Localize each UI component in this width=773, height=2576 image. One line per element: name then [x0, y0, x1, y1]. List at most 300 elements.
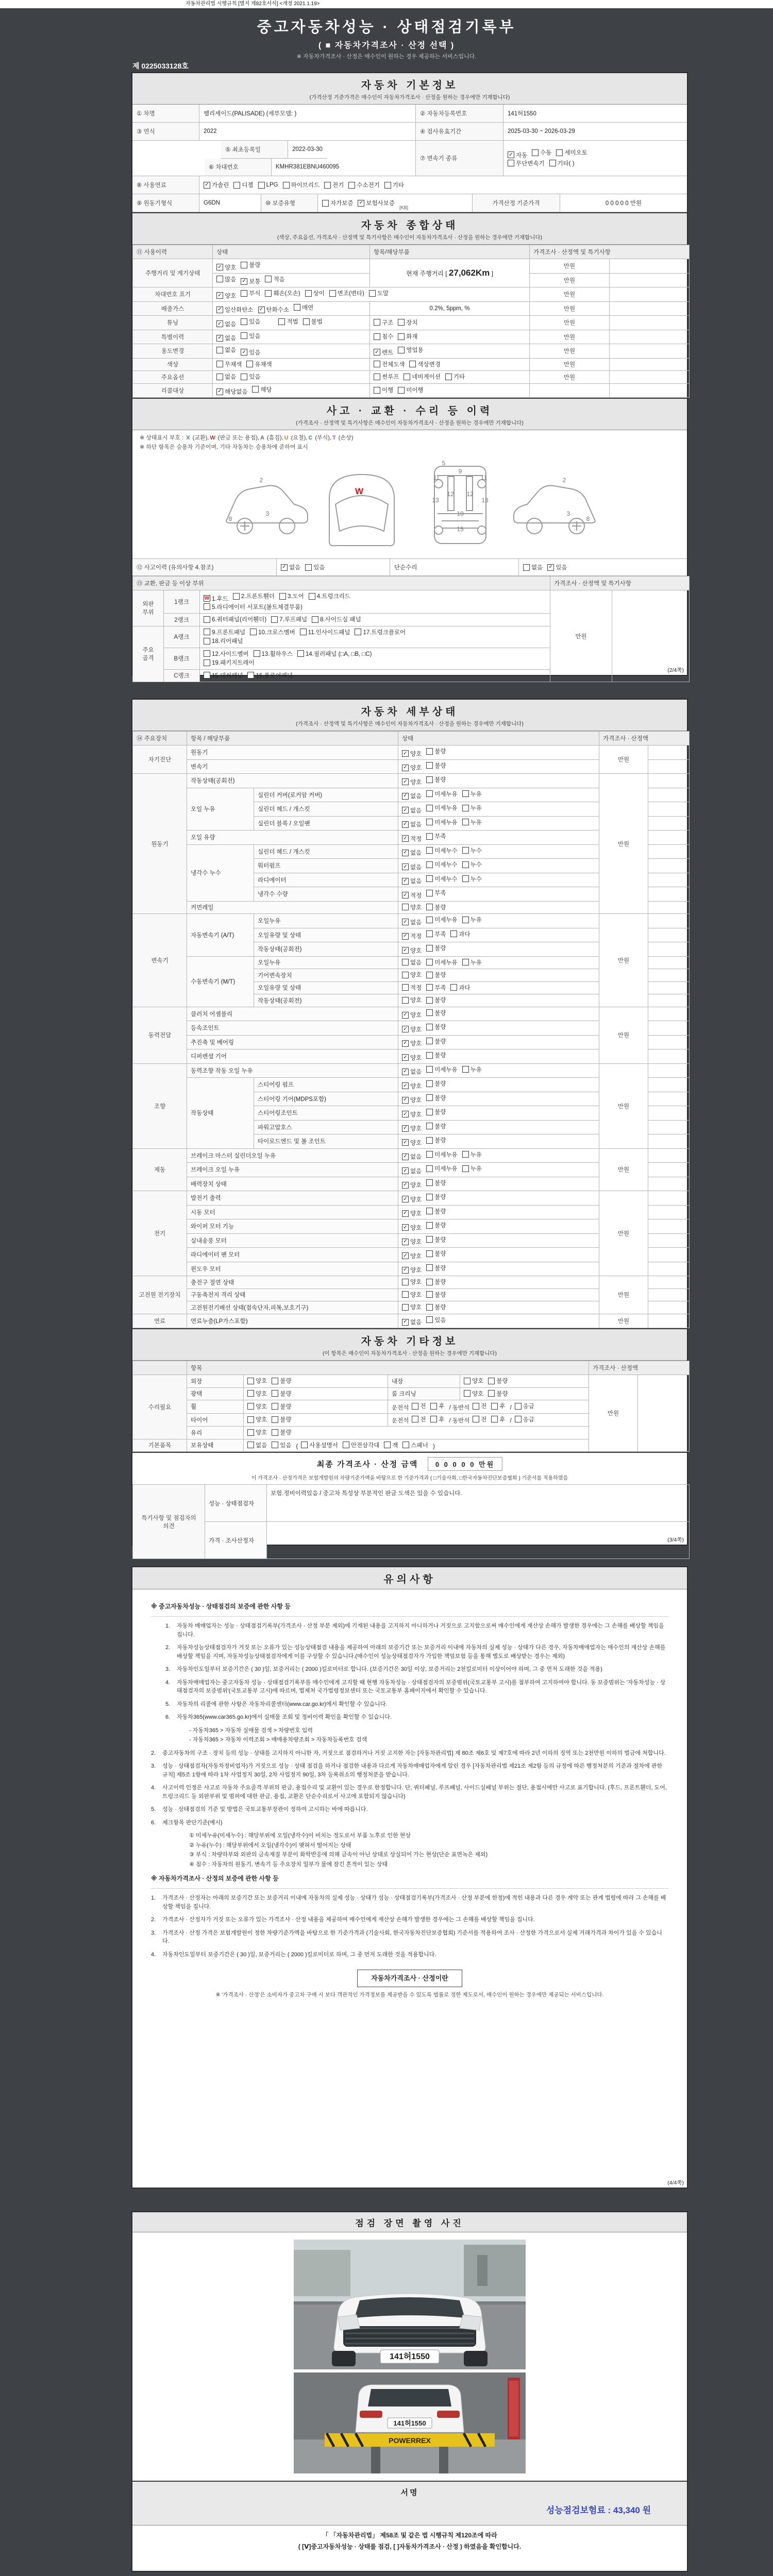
checkbox-option[interactable]: 미이행	[398, 386, 423, 394]
checkbox-option[interactable]: 5.라디에이터 서포트(볼트체결부품)	[204, 603, 303, 611]
checkbox-option[interactable]: 13.휠하우스	[254, 650, 293, 658]
checkbox-option[interactable]: 양호	[247, 1428, 267, 1436]
checkbox-option[interactable]: ✓ 적정	[402, 835, 422, 843]
checkbox-option[interactable]: 없음	[402, 958, 422, 967]
checkbox-option[interactable]: ✓ 양호	[402, 1209, 422, 1217]
checkbox-option[interactable]: 불량	[426, 747, 446, 755]
checkbox-box[interactable]	[329, 290, 336, 297]
checkbox-box[interactable]	[462, 847, 469, 854]
checkbox-option[interactable]: ✓ 없음	[281, 563, 300, 571]
checkbox-option[interactable]: 불량	[272, 1415, 291, 1423]
checkbox-option[interactable]: ✓ 적정	[402, 891, 422, 900]
checkbox-box[interactable]	[508, 160, 514, 166]
checkbox-box[interactable]: ✓	[402, 765, 409, 771]
checkbox-option[interactable]: 도말	[369, 289, 389, 297]
checkbox-box[interactable]	[426, 1316, 433, 1323]
checkbox-option[interactable]: 후	[491, 1415, 505, 1423]
checkbox-option[interactable]: 침수	[374, 332, 393, 341]
checkbox-box[interactable]	[402, 1279, 409, 1285]
checkbox-box[interactable]	[426, 1250, 433, 1257]
checkbox-option[interactable]: ✓ 없음	[402, 1318, 422, 1326]
checkbox-option[interactable]: 장치	[398, 318, 417, 327]
checkbox-option[interactable]: 누유	[462, 790, 482, 798]
checkbox-box[interactable]	[426, 1066, 433, 1073]
checkbox-box[interactable]	[426, 819, 433, 825]
checkbox-box[interactable]	[549, 160, 556, 166]
checkbox-box[interactable]	[426, 1179, 433, 1186]
checkbox-option[interactable]: ✓ 양호	[402, 1082, 422, 1090]
checkbox-option[interactable]: ✓ 없음	[402, 918, 422, 926]
checkbox-option[interactable]: ✓ 적정	[402, 932, 422, 940]
checkbox-box[interactable]	[404, 374, 410, 380]
checkbox-box[interactable]: ✓	[402, 1069, 409, 1075]
checkbox-option[interactable]: 사용설명서	[301, 1441, 338, 1449]
checkbox-box[interactable]	[462, 1066, 469, 1073]
checkbox-box[interactable]	[426, 762, 433, 769]
checkbox-box[interactable]: W	[204, 595, 210, 601]
checkbox-option[interactable]: 미세누유	[426, 790, 457, 798]
checkbox-box[interactable]	[297, 650, 304, 657]
checkbox-box[interactable]	[426, 861, 433, 868]
checkbox-box[interactable]: ✓	[258, 307, 265, 313]
checkbox-option[interactable]: ✓ 없음	[402, 792, 422, 800]
checkbox-option[interactable]: 있음	[272, 1441, 291, 1449]
checkbox-option[interactable]: 있음	[426, 1316, 446, 1324]
checkbox-option[interactable]: ✓ 양호	[402, 1054, 422, 1062]
checkbox-option[interactable]: ✓ 일산화탄소	[216, 306, 254, 314]
checkbox-box[interactable]	[426, 930, 433, 937]
checkbox-option[interactable]: 양호	[464, 1389, 483, 1398]
checkbox-option[interactable]: 양호	[402, 996, 422, 1004]
checkbox-option[interactable]: 19.패키지트레이	[204, 658, 255, 667]
checkbox-option[interactable]: 전	[412, 1415, 426, 1423]
checkbox-box[interactable]	[445, 374, 452, 380]
checkbox-box[interactable]	[254, 650, 260, 657]
checkbox-box[interactable]	[247, 672, 254, 679]
checkbox-box[interactable]: ✓	[402, 793, 409, 800]
checkbox-box[interactable]	[426, 1194, 433, 1200]
checkbox-box[interactable]	[233, 593, 240, 600]
checkbox-box[interactable]	[426, 1236, 433, 1243]
checkbox-box[interactable]	[204, 659, 210, 666]
checkbox-box[interactable]: ✓	[402, 1182, 409, 1189]
checkbox-box[interactable]	[398, 319, 405, 326]
checkbox-box[interactable]: ✓	[402, 807, 409, 814]
checkbox-option[interactable]: 없음	[523, 563, 543, 571]
checkbox-box[interactable]	[450, 984, 457, 991]
checkbox-option[interactable]: ✓ 양호	[402, 1252, 422, 1260]
checkbox-box[interactable]: ✓	[281, 564, 288, 571]
checkbox-box[interactable]	[412, 1416, 418, 1422]
checkbox-option[interactable]: 미세누유	[426, 916, 457, 924]
checkbox-option[interactable]: ✓ 없음	[402, 1067, 422, 1076]
checkbox-box[interactable]	[247, 1429, 254, 1436]
checkbox-box[interactable]	[426, 1038, 433, 1044]
checkbox-option[interactable]: 불량	[426, 1193, 446, 1201]
checkbox-option[interactable]: 있음	[241, 372, 260, 381]
checkbox-option[interactable]: 있음	[305, 563, 325, 571]
checkbox-option[interactable]: 수동	[532, 148, 551, 157]
checkbox-box[interactable]	[426, 945, 433, 952]
checkbox-box[interactable]	[247, 1390, 254, 1397]
checkbox-option[interactable]: 적정	[402, 984, 422, 992]
checkbox-box[interactable]	[426, 1151, 433, 1158]
checkbox-option[interactable]: 적음	[265, 275, 284, 283]
checkbox-option[interactable]: 불량	[426, 944, 446, 952]
checkbox-box[interactable]	[324, 182, 331, 189]
checkbox-option[interactable]: 불량	[426, 1108, 446, 1116]
checkbox-option[interactable]: 8.사이드실 패널	[312, 615, 361, 623]
checkbox-box[interactable]	[426, 959, 433, 965]
checkbox-option[interactable]: 구조	[374, 318, 393, 327]
checkbox-box[interactable]	[488, 1390, 495, 1397]
checkbox-option[interactable]: 누수	[462, 860, 482, 869]
checkbox-option[interactable]: 누유	[462, 804, 482, 812]
checkbox-box[interactable]	[374, 374, 380, 380]
checkbox-option[interactable]: 2.프론트휀더	[233, 592, 275, 600]
checkbox-option[interactable]: 변조(변타)	[329, 289, 364, 297]
checkbox-option[interactable]: ✓ 양호	[402, 1139, 422, 1147]
checkbox-box[interactable]: ✓	[402, 1196, 409, 1202]
checkbox-option[interactable]: 후	[491, 1402, 505, 1410]
checkbox-option[interactable]: 안전삼각대	[343, 1441, 380, 1449]
checkbox-box[interactable]	[426, 1109, 433, 1115]
checkbox-box[interactable]	[279, 593, 286, 600]
checkbox-option[interactable]: ✓ 해당없음	[216, 387, 247, 396]
checkbox-box[interactable]	[430, 1416, 437, 1422]
checkbox-option[interactable]: 유채색	[246, 360, 272, 368]
checkbox-option[interactable]: 양호	[402, 1291, 422, 1299]
checkbox-box[interactable]: ✓	[374, 349, 380, 355]
checkbox-box[interactable]	[426, 917, 433, 923]
checkbox-box[interactable]	[488, 1378, 495, 1384]
checkbox-box[interactable]	[462, 1151, 469, 1158]
checkbox-box[interactable]	[462, 805, 469, 811]
checkbox-box[interactable]: ✓	[241, 349, 247, 355]
checkbox-option[interactable]: 미세누유	[426, 1150, 457, 1159]
checkbox-box[interactable]	[464, 1378, 470, 1384]
checkbox-box[interactable]: ✓	[241, 278, 247, 285]
checkbox-box[interactable]	[426, 805, 433, 811]
checkbox-box[interactable]	[402, 1442, 409, 1448]
checkbox-box[interactable]	[426, 1009, 433, 1016]
checkbox-box[interactable]	[301, 1442, 308, 1448]
checkbox-option[interactable]: 11.인사이드패널	[300, 628, 350, 636]
checkbox-box[interactable]: ✓	[402, 1139, 409, 1146]
checkbox-box[interactable]	[204, 629, 210, 635]
checkbox-option[interactable]: 불법	[303, 317, 323, 326]
checkbox-box[interactable]	[426, 997, 433, 1004]
checkbox-option[interactable]: 미세누유	[426, 1065, 457, 1074]
checkbox-box[interactable]	[556, 149, 563, 156]
checkbox-option[interactable]: ✓ 양호	[402, 1096, 422, 1104]
checkbox-option[interactable]: 불량	[426, 1207, 446, 1215]
checkbox-option[interactable]: 15.대쉬패널	[204, 671, 243, 680]
checkbox-box[interactable]	[402, 984, 409, 991]
checkbox-box[interactable]	[204, 650, 210, 657]
checkbox-option[interactable]: 누유	[462, 916, 482, 924]
checkbox-option[interactable]: 적법	[278, 317, 298, 326]
checkbox-option[interactable]: 불량	[426, 1136, 446, 1144]
checkbox-box[interactable]	[309, 593, 315, 600]
checkbox-box[interactable]	[241, 374, 247, 380]
checkbox-box[interactable]: ✓	[402, 947, 409, 954]
checkbox-box[interactable]	[426, 748, 433, 755]
checkbox-box[interactable]	[265, 276, 272, 282]
checkbox-box[interactable]: ✓	[402, 919, 409, 925]
checkbox-option[interactable]: 미세누유	[426, 958, 457, 967]
checkbox-option[interactable]: 9.프론트패널	[204, 628, 245, 636]
checkbox-option[interactable]: 전	[473, 1415, 486, 1423]
checkbox-box[interactable]	[241, 262, 247, 268]
checkbox-option[interactable]: 불량	[426, 1179, 446, 1187]
checkbox-option[interactable]: 불량	[426, 971, 446, 979]
checkbox-option[interactable]: ✓ 양호	[402, 1011, 422, 1019]
checkbox-option[interactable]: 후	[430, 1415, 444, 1423]
checkbox-option[interactable]: 양호	[402, 1278, 422, 1286]
checkbox-option[interactable]: 양호	[247, 1377, 267, 1385]
checkbox-option[interactable]: 없음	[216, 372, 236, 381]
checkbox-box[interactable]: ✓	[402, 1319, 409, 1326]
checkbox-box[interactable]: ✓	[402, 1040, 409, 1047]
checkbox-box[interactable]	[426, 1137, 433, 1144]
checkbox-box[interactable]	[523, 564, 530, 571]
checkbox-box[interactable]	[278, 318, 285, 325]
checkbox-box[interactable]	[241, 318, 247, 325]
checkbox-option[interactable]: 후	[430, 1402, 444, 1410]
checkbox-option[interactable]: 불량	[272, 1377, 291, 1385]
checkbox-option[interactable]: ✓ 양호	[402, 946, 422, 955]
checkbox-option[interactable]: 7.루프패널	[271, 615, 307, 623]
checkbox-option[interactable]: 전	[412, 1402, 426, 1410]
checkbox-box[interactable]	[204, 638, 210, 645]
checkbox-option[interactable]: 불량	[426, 1051, 446, 1059]
checkbox-option[interactable]: 불량	[426, 1009, 446, 1017]
checkbox-box[interactable]	[426, 972, 433, 978]
checkbox-box[interactable]	[462, 959, 469, 965]
checkbox-box[interactable]	[515, 1403, 522, 1410]
checkbox-option[interactable]: 화재	[398, 332, 417, 341]
checkbox-box[interactable]: ✓	[216, 335, 223, 342]
checkbox-box[interactable]: ✓	[402, 1224, 409, 1231]
checkbox-box[interactable]	[294, 304, 300, 311]
checkbox-box[interactable]	[464, 1390, 470, 1397]
checkbox-box[interactable]	[265, 290, 272, 297]
checkbox-box[interactable]	[272, 1416, 278, 1423]
checkbox-box[interactable]	[272, 1429, 278, 1436]
checkbox-box[interactable]	[491, 1403, 498, 1410]
checkbox-box[interactable]	[384, 182, 391, 189]
checkbox-box[interactable]: ✓	[402, 1026, 409, 1032]
checkbox-option[interactable]: ✓ 양호	[402, 1124, 422, 1132]
checkbox-box[interactable]: ✓	[216, 320, 223, 327]
checkbox-box[interactable]	[246, 361, 253, 367]
checkbox-option[interactable]: 미세누수	[426, 860, 457, 869]
checkbox-box[interactable]: ✓	[402, 1012, 409, 1019]
checkbox-box[interactable]	[426, 1208, 433, 1214]
checkbox-option[interactable]: 양호	[247, 1402, 267, 1411]
checkbox-option[interactable]: ✓ 없음	[402, 806, 422, 815]
checkbox-option[interactable]: 응급	[515, 1402, 534, 1410]
checkbox-option[interactable]: 하이브리드	[283, 181, 320, 189]
checkbox-box[interactable]	[426, 776, 433, 783]
checkbox-option[interactable]: 미세누유	[426, 804, 457, 812]
checkbox-option[interactable]: 무단변속기	[508, 159, 545, 167]
checkbox-option[interactable]: 불량	[426, 903, 446, 911]
checkbox-box[interactable]	[515, 1416, 522, 1422]
checkbox-option[interactable]: 4.트렁크리드	[309, 592, 350, 600]
checkbox-box[interactable]	[462, 861, 469, 868]
checkbox-box[interactable]	[398, 387, 405, 394]
checkbox-box[interactable]: ✓	[402, 1054, 409, 1061]
checkbox-box[interactable]	[426, 1264, 433, 1271]
checkbox-box[interactable]	[233, 182, 240, 189]
checkbox-box[interactable]	[204, 616, 210, 623]
checkbox-box[interactable]	[532, 149, 539, 156]
checkbox-option[interactable]: ✓ 없음	[402, 820, 422, 828]
checkbox-option[interactable]: ✓ 양호	[402, 750, 422, 758]
checkbox-box[interactable]	[402, 972, 409, 978]
checkbox-option[interactable]: 디젤	[233, 181, 253, 189]
checkbox-box[interactable]	[247, 1416, 254, 1423]
checkbox-box[interactable]	[374, 361, 380, 367]
checkbox-option[interactable]: 이행	[374, 386, 393, 394]
checkbox-option[interactable]: 불량	[426, 1264, 446, 1272]
checkbox-box[interactable]: ✓	[402, 1097, 409, 1104]
checkbox-box[interactable]	[283, 182, 290, 189]
checkbox-box[interactable]	[473, 1416, 479, 1422]
checkbox-box[interactable]: ✓	[402, 821, 409, 828]
checkbox-box[interactable]	[312, 616, 318, 623]
checkbox-box[interactable]: ✓	[402, 1111, 409, 1117]
checkbox-option[interactable]: ✓ 탄화수소	[258, 306, 289, 314]
checkbox-box[interactable]	[241, 290, 247, 297]
checkbox-option[interactable]: 양호	[464, 1377, 483, 1385]
checkbox-option[interactable]: 미세누수	[426, 875, 457, 883]
checkbox-box[interactable]	[216, 361, 223, 367]
checkbox-box[interactable]	[369, 290, 376, 297]
checkbox-box[interactable]: ✓	[216, 388, 223, 395]
checkbox-option[interactable]: ✓ 없음	[402, 1153, 422, 1161]
checkbox-box[interactable]: ✓	[402, 778, 409, 785]
checkbox-option[interactable]: 불량	[426, 1235, 446, 1244]
checkbox-option[interactable]: 10.크로스멤버	[250, 628, 295, 636]
checkbox-option[interactable]: ✓ 자동	[508, 151, 527, 159]
checkbox-option[interactable]: 3.도어	[279, 592, 304, 600]
checkbox-option[interactable]: 과다	[450, 984, 470, 992]
checkbox-option[interactable]: 불량	[426, 1303, 446, 1311]
checkbox-option[interactable]: ✓ 있음	[547, 563, 567, 571]
checkbox-option[interactable]: 불량	[426, 1079, 446, 1088]
checkbox-box[interactable]	[374, 387, 380, 394]
checkbox-option[interactable]: 있음	[241, 332, 260, 340]
checkbox-option[interactable]: 있음	[241, 317, 260, 326]
checkbox-option[interactable]: 양호	[402, 1303, 422, 1311]
checkbox-box[interactable]	[426, 1304, 433, 1311]
checkbox-box[interactable]	[241, 332, 247, 339]
checkbox-option[interactable]: 불량	[426, 1122, 446, 1130]
checkbox-option[interactable]: 18.리어패널	[204, 637, 243, 645]
checkbox-box[interactable]: ✓	[402, 750, 409, 757]
checkbox-option[interactable]: ✓ 양호	[402, 1181, 422, 1189]
checkbox-option[interactable]: 불량	[426, 1291, 446, 1299]
checkbox-option[interactable]: ✓ 보통	[241, 277, 260, 285]
checkbox-option[interactable]: 세미오토	[556, 148, 587, 157]
checkbox-option[interactable]: ✓ 양호	[216, 292, 236, 300]
checkbox-box[interactable]	[204, 603, 210, 610]
checkbox-box[interactable]: ✓	[508, 151, 514, 158]
checkbox-box[interactable]: ✓	[402, 1154, 409, 1160]
checkbox-option[interactable]: ✓ 없음	[402, 863, 422, 871]
checkbox-option[interactable]: 부족	[426, 889, 446, 897]
checkbox-box[interactable]	[348, 182, 355, 189]
checkbox-option[interactable]: 누수	[462, 875, 482, 883]
checkbox-option[interactable]: 미세누유	[426, 818, 457, 826]
checkbox-option[interactable]: 양호	[402, 903, 422, 911]
checkbox-option[interactable]: 17.트렁크플로어	[355, 628, 406, 636]
checkbox-box[interactable]	[216, 347, 223, 353]
checkbox-option[interactable]: 부족	[426, 832, 446, 840]
checkbox-option[interactable]: 누유	[462, 1164, 482, 1173]
checkbox-box[interactable]	[426, 790, 433, 797]
checkbox-box[interactable]	[216, 276, 223, 282]
checkbox-option[interactable]: ✓ 양호	[402, 1195, 422, 1204]
checkbox-box[interactable]	[409, 361, 416, 367]
checkbox-box[interactable]	[426, 1279, 433, 1285]
checkbox-option[interactable]: ✓ 있음	[241, 348, 260, 357]
checkbox-box[interactable]	[491, 1416, 498, 1422]
checkbox-option[interactable]: ✓ 양호	[402, 1039, 422, 1047]
checkbox-option[interactable]: 전	[473, 1402, 486, 1410]
checkbox-option[interactable]: 불량	[426, 1249, 446, 1258]
checkbox-option[interactable]: 누수	[462, 846, 482, 855]
checkbox-option[interactable]: ✓ 양호	[402, 1238, 422, 1246]
checkbox-option[interactable]: ✓ 양호	[216, 263, 236, 272]
checkbox-box[interactable]	[462, 917, 469, 923]
checkbox-box[interactable]: ✓	[402, 1239, 409, 1245]
checkbox-box[interactable]	[343, 1442, 349, 1448]
checkbox-option[interactable]: 훼손(오손)	[265, 289, 300, 297]
checkbox-box[interactable]: ✓	[216, 292, 223, 299]
checkbox-box[interactable]: ✓	[358, 200, 364, 207]
checkbox-box[interactable]	[426, 984, 433, 991]
checkbox-box[interactable]	[247, 1378, 254, 1384]
checkbox-option[interactable]: 매연	[294, 303, 313, 312]
checkbox-box[interactable]	[247, 1442, 254, 1448]
checkbox-box[interactable]	[204, 672, 210, 679]
checkbox-option[interactable]: 영업용	[398, 346, 423, 354]
checkbox-option[interactable]: 자가보증	[322, 199, 353, 207]
checkbox-option[interactable]: 전기	[324, 181, 344, 189]
checkbox-box[interactable]	[462, 1165, 469, 1172]
checkbox-box[interactable]: ✓	[402, 1082, 409, 1089]
checkbox-box[interactable]	[462, 875, 469, 882]
checkbox-box[interactable]	[305, 564, 312, 571]
checkbox-option[interactable]: 수소전기	[348, 181, 379, 189]
checkbox-box[interactable]	[402, 997, 409, 1004]
checkbox-option[interactable]: 누유	[462, 818, 482, 826]
checkbox-box[interactable]: ✓	[402, 1267, 409, 1274]
checkbox-box[interactable]	[430, 1403, 437, 1410]
checkbox-box[interactable]	[426, 1291, 433, 1298]
checkbox-box[interactable]	[450, 930, 457, 937]
checkbox-option[interactable]: 색상변경	[409, 360, 440, 368]
checkbox-box[interactable]	[252, 386, 259, 393]
checkbox-option[interactable]: 무채색	[216, 360, 242, 368]
checkbox-box[interactable]	[426, 1052, 433, 1059]
checkbox-option[interactable]: 불량	[426, 996, 446, 1004]
checkbox-box[interactable]	[384, 1442, 391, 1448]
